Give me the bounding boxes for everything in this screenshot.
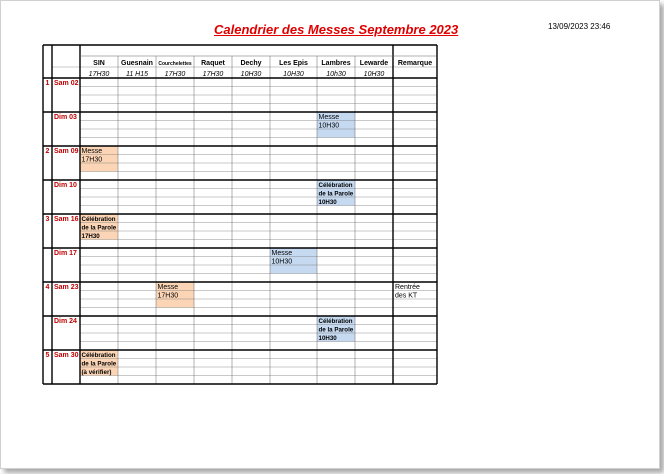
event-text: de la Parole	[318, 190, 354, 198]
column-time-8: 10H30	[363, 71, 385, 78]
week-number: 3	[45, 216, 50, 223]
event-text: 17H30	[157, 292, 179, 300]
column-time-7: 10h30	[326, 71, 346, 78]
event-text: 17H30	[81, 156, 103, 164]
date-label: Dim 10	[54, 182, 77, 189]
column-time-6: 10H30	[283, 71, 304, 78]
column-header-3: Courchelettes	[158, 61, 192, 67]
date-label: Sam 23	[54, 284, 79, 291]
event-text: Messe	[157, 284, 179, 291]
column-header-4: Raquet	[201, 60, 225, 67]
column-time-4: 17H30	[202, 71, 224, 78]
event-text: de la Parole	[81, 360, 117, 368]
column-header-7: Lambres	[321, 60, 351, 67]
event-text: 10H30	[318, 199, 337, 206]
column-time-1: 17H30	[88, 71, 110, 78]
event-text: Messe	[81, 148, 103, 155]
date-label: Dim 03	[54, 114, 77, 121]
date-label: Sam 16	[54, 216, 79, 223]
print-datetime: 13/09/2023 23:46	[548, 22, 611, 31]
column-header-6: Les Epis	[279, 60, 308, 67]
remark-text: des KT	[395, 292, 418, 300]
column-header-2: Guesnain	[121, 60, 153, 67]
page-title: Calendrier des Messes Septembre 2023	[214, 22, 459, 37]
column-header-5: Dechy	[240, 60, 262, 67]
remark-header: Remarque	[397, 60, 433, 67]
event-text: 10H30	[318, 335, 337, 342]
event-text: Célébration	[318, 182, 353, 189]
event-text: Célébration	[318, 318, 353, 325]
event-text: 10H30	[318, 122, 340, 130]
column-header-8: Lewarde	[359, 60, 389, 67]
date-label: Sam 02	[54, 80, 79, 87]
date-label: Sam 30	[54, 352, 79, 359]
event-text: 10H30	[271, 258, 293, 266]
week-number: 4	[45, 284, 50, 291]
week-number: 5	[45, 352, 50, 359]
event-text: de la Parole	[81, 224, 117, 232]
date-label: Dim 17	[54, 250, 77, 257]
event-text: de la Parole	[318, 326, 354, 334]
column-time-2: 11 H15	[125, 71, 149, 78]
date-label: Dim 24	[54, 318, 77, 325]
remark-text: Rentrée	[395, 284, 420, 291]
column-time-5: 10H30	[240, 71, 262, 78]
event-text: Célébration	[81, 216, 116, 223]
event-text: Messe	[318, 114, 340, 121]
date-label: Sam 09	[54, 148, 79, 155]
week-number: 1	[45, 80, 50, 87]
column-header-1: SIN	[93, 60, 105, 67]
week-number: 2	[45, 148, 50, 155]
event-text: 17H30	[81, 233, 100, 240]
column-time-3: 17H30	[164, 71, 186, 78]
event-text: Messe	[271, 250, 293, 257]
event-text: Célébration	[81, 352, 116, 359]
event-text: (à vérifier)	[81, 369, 112, 376]
